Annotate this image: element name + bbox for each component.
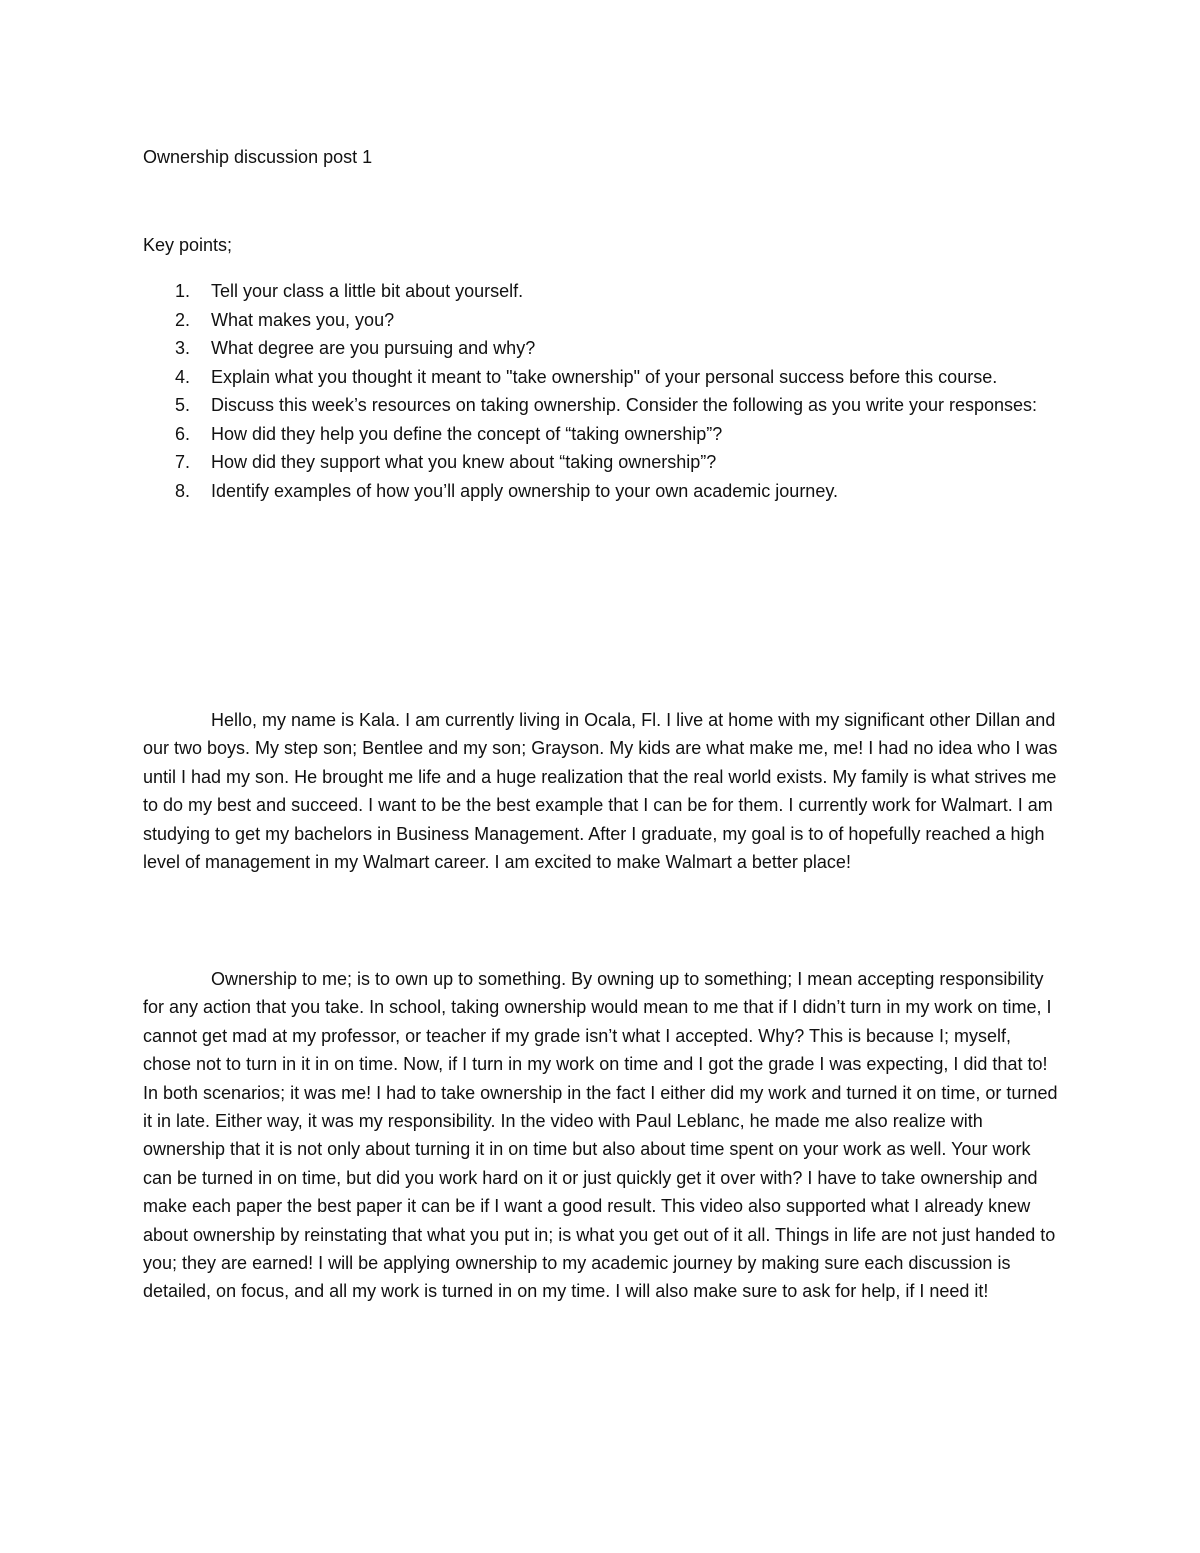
key-point-item-1	[143, 277, 1043, 306]
key-point-number: 5.	[175, 395, 191, 415]
key-point-item-2	[143, 306, 1043, 335]
key-point-text: Explain what you thought it meant to "take ownership" of your personal success before this course.	[211, 366, 998, 387]
intro-paragraph: Hello, my name is Kala. I am currently living in Ocala, Fl. I live at home with my significant other Dillan and our two boys. My step son; Bentlee and my son; Grayson. My kids are what make me, me! I had no idea who I was until I had my son. He brought me life and a huge realization that the real world exists. My family is what strives me to do my best and succeed. I want to be the best example that I can be for them. I currently work for Walmart. I am studying to get my bachelors in Business Management. After I graduate, my goal is to of hopefully reached a high level of management in my Walmart career. I am excited to make Walmart a better place!	[143, 710, 1058, 873]
key-point-text: How did they help you define the concept of “taking ownership”?	[211, 423, 723, 444]
key-point-number: 7.	[175, 452, 191, 472]
key-point-number: 2.	[175, 309, 191, 330]
key-point-number: 6.	[175, 423, 191, 444]
key-point-text: Identify examples of how you’ll apply ownership to your own academic journey.	[211, 480, 838, 501]
key-point-item-3	[143, 334, 1043, 363]
document-title: Ownership discussion post 1	[143, 147, 373, 167]
key-point-number: 8.	[175, 480, 191, 501]
key-point-number: 1.	[175, 281, 191, 301]
key-point-item-6	[143, 420, 1043, 449]
key-point-item-8	[143, 477, 1043, 506]
key-point-number: 4.	[175, 366, 191, 387]
key-point-item-4	[143, 363, 1043, 392]
key-point-text: Discuss this week’s resources on taking ownership. Consider the following as you write your responses:	[211, 395, 1038, 415]
key-point-text: Tell your class a little bit about yourself.	[211, 281, 524, 301]
key-points-list	[143, 277, 1043, 505]
key-point-number: 3.	[175, 338, 191, 358]
key-point-text: What degree are you pursuing and why?	[211, 338, 536, 358]
key-point-item-5	[143, 391, 1043, 420]
key-points-label: Key points;	[143, 235, 233, 255]
key-point-text: What makes you, you?	[211, 309, 395, 330]
key-point-item-7	[143, 448, 1043, 477]
key-point-text: How did they support what you knew about “taking ownership”?	[211, 452, 717, 472]
ownership-paragraph: Ownership to me; is to own up to something. By owning up to something; I mean accepting responsibility for any action that you take. In school, taking ownership would mean to me that if I didn’t turn in my work on time, I cannot get mad at my professor, or teacher if my grade isn’t what I accepted. Why? This is because I; myself, chose not to turn in it in on time. Now, if I turn in my work on time and I got the grade I was expecting, I did that to! In both scenarios; it was me! I had to take ownership in the fact I either did my work and turned it on time, or turned it in late. Either way, it was my responsibility. In the video with Paul Leblanc, he made me also realize with ownership that it is not only about turning it in on time but also about time spent on your work as well. Your work can be turned in on time, but did you work hard on it or just quickly get it over with? I have to take ownership and make each paper the best paper it can be if I want a good result. This video also supported what I already knew about ownership by reinstating that what you put in; is what you get out of it all. Things in life are not just handed to you; they are earned! I will be applying ownership to my academic journey by making sure each discussion is detailed, on focus, and all my work is turned in on my time. I will also make sure to ask for help, if I need it!	[143, 969, 1058, 1302]
